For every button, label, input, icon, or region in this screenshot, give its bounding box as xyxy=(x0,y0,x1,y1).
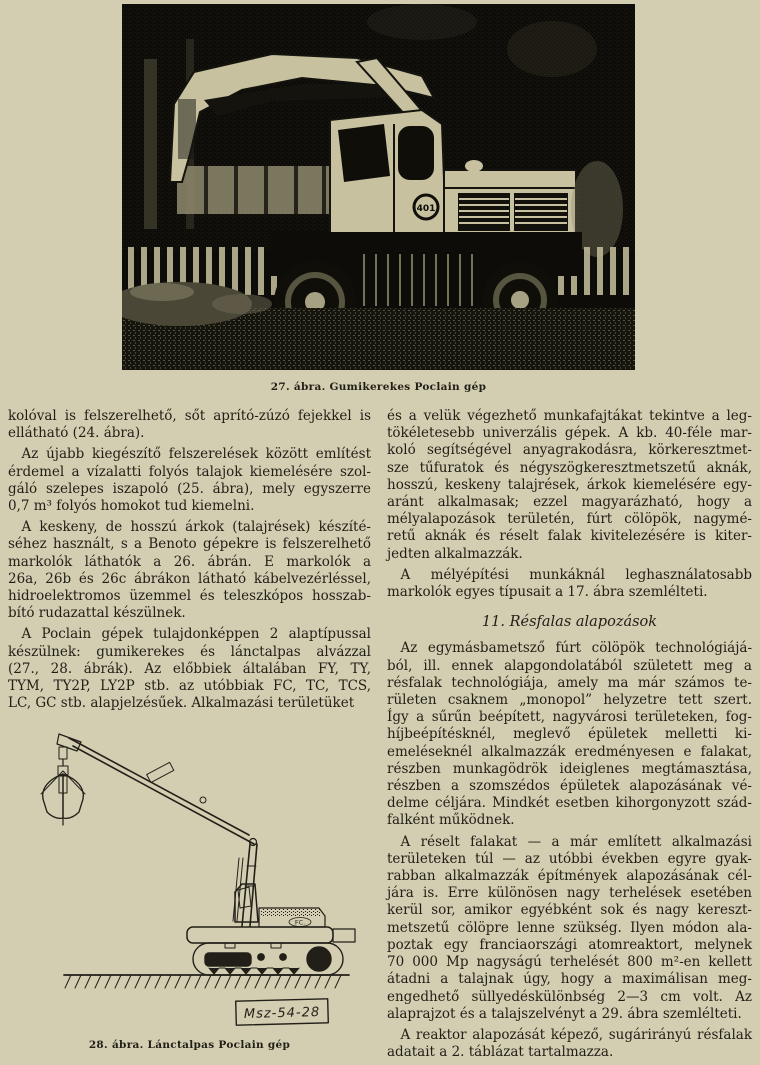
figure-27-photo xyxy=(122,4,635,370)
foliage-patch xyxy=(507,21,597,77)
upper-boom xyxy=(69,738,254,844)
machine-model-label: FC. xyxy=(294,918,305,927)
platform xyxy=(187,927,355,948)
front-window xyxy=(338,124,390,182)
paragraph: és a velük végezhető munkafajtákat tekintve a leg- tökéletesebb univerzális gépek. A kb. 40-féle mar- koló segítségével anyagrakodásra, körkeresztmet- sze tűfuratok és négyszögkeresztmetszetű aknák, hosszú, keskeny talajrések, árkok kiemelésére egy- aránt alkalmasak; ezzel magyarázható, hogy a mélyalapozások területén, fúrt cölöpök, nagymé- retű aknák és réselt falak kivitelezésére is kiter- jedten alkalmazzák. xyxy=(387,408,752,562)
paragraph: A keskeny, de hosszú árkok (talajrések) készíté- séhez használt, s a Benoto gépekre is felszerelhető markolók láthatók a 26. ábrán. E markolók a 26a, 26b és 26c ábrákon látható kábelvezérléssel, hidroelektromos üzemmel és teleszkópos hosszab- bító rudazattal készülnek. xyxy=(8,519,371,622)
ground-line xyxy=(64,975,349,988)
grille-left xyxy=(458,193,510,231)
right-column xyxy=(387,408,752,1065)
foliage-patch xyxy=(367,4,477,40)
wheeled-excavator-photo-illustration xyxy=(122,4,635,370)
number-badge xyxy=(414,195,438,219)
paragraph: A réselt falakat — a már említett alkalmazási területeken túl — az utóbbi években egyre gyak- rabban alkalmazzák építmények alapozásának cél- jára is. Erre különösen nagy terhelések esetében kerül sor, amikor egyébként sok és nagy kereszt- metszetű cölöpre lenne szükség. Ilyen módon ala- poztak egy franciaországi atomreaktort, melynek 70 000 Mp nagyságú terhelését 800 m²-en kellett átadni a talajnak úgy, hogy a maximálisan meg- engedhető süllyedéskülönbség 2—3 cm volt. Az alaprajzot és a talajszelvényt a 29. ábra szemlélteti. xyxy=(387,833,752,1022)
section-heading: 11. Résfalas alapozások xyxy=(481,614,658,631)
paragraph: Az újabb kiegészítő felszerelések között említést érdemel a vízalatti folyós talajok kiemelésére szol- gáló szelepes iszapoló (25. ábra), mely egyszerre 0,7 m³ folyós homokot tud kiemelni. xyxy=(8,446,371,515)
left-column xyxy=(8,408,371,1055)
stamp-text: Msz-54-28 xyxy=(243,1005,320,1023)
badge-number: 401 xyxy=(416,204,436,214)
figure-28-caption: 28. ábra. Lánctalpas Poclain gép xyxy=(88,1039,291,1052)
paragraph: kolóval is felszerelhető, sőt aprító-zúzó fejekkel is ellátható (24. ábra). xyxy=(8,408,371,442)
figure-27-caption: 27. ábra. Gumikerekes Poclain gép xyxy=(270,381,487,393)
background-wall xyxy=(177,166,347,214)
figure-28-drawing xyxy=(9,716,371,1029)
beacon xyxy=(465,160,483,172)
grille-right xyxy=(514,193,568,231)
paragraph: A reaktor alapozását képező, sugárirányú résfalak adatait a 2. táblázat tartalmazza. xyxy=(387,1026,752,1061)
paragraph: Az egymásbametsző fúrt cölöpök technológiájá- ból, ill. ennek alapgondolatából született meg a résfalak technológiája, amely ma már számos te- rületen csaknem „monopol” helyzetre tett szert. Így a sűrűn beépített, nagyvárosi területeken, fog- híjbeépítésknél, meglevő épületek melletti ki- emeléseknél alkalmazzák eredményesen e falakat, részben munkagödrök ideiglenes megtámasztása, részben a szomszédos épületek alapozásának vé- delme céljára. Mindkét esetben kihorgonyzott szád- falként működnek. xyxy=(387,640,752,829)
tree-trunk xyxy=(144,59,157,229)
engine-hood xyxy=(444,160,576,236)
clamshell-grab xyxy=(41,766,85,825)
paragraph: A Poclain gépek tulajdonképpen 2 alaptípussal készülnek: gumikerekes és lánctalpas alvázzal (27., 28. ábrák). Az előbbiek általában FY, TY, TYM, TY2P, LY2P stb. az utóbbiak FC, TC, TCS, LC, GC stb. alapjelzésűek. Alkalmazási területüket xyxy=(8,626,371,712)
crawler-track xyxy=(193,943,343,975)
side-window xyxy=(398,126,434,180)
stamp-box xyxy=(235,999,328,1025)
paragraph: A mélyépítési munkáknál leghasználatosabb markolók egyes típusait a 17. ábra szemlélteti. xyxy=(387,566,752,601)
lower-boom xyxy=(233,839,257,927)
engine-deck xyxy=(259,908,325,927)
